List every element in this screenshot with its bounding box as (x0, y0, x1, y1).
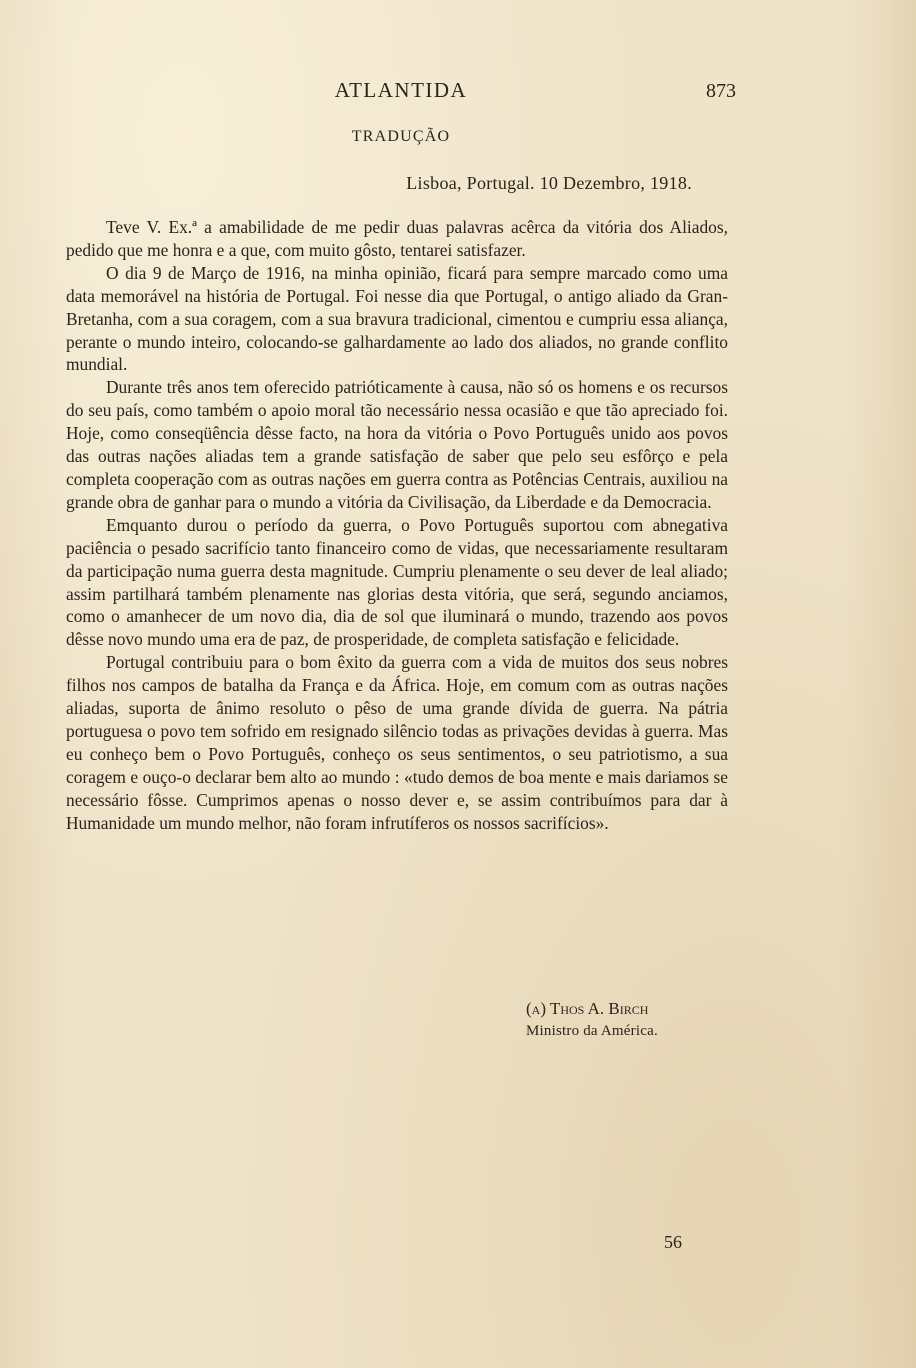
running-head (66, 78, 736, 106)
signatory-title: Ministro da América. (526, 1023, 658, 1039)
paragraph: Teve V. Ex.ª a amabilidade de me pedir duas palavras acêrca da vitória dos Aliados, pedido que me honra e a que, com muito gôsto, tentarei satisfazer. (66, 217, 728, 260)
paragraph: Durante três anos tem oferecido patrióticamente à causa, não só os homens e os recursos do seu país, como também o apoio moral tão necessário nessa ocasião e que tão apreciado foi. Hoje, como conseqüência dêsse facto, na hora da vitória o Povo Português unido aos povos das outras nações aliadas tem a grande satisfação de saber que pelo seu esfôrço e pela completa cooperação com as outras nações em guerra contra as Potências Centrais, auxiliou na grande obra de ganhar para o mundo a vitória da Civilisação, da Liberdade e da Democracia. (66, 377, 728, 512)
page-number: 873 (706, 80, 736, 102)
signature-block (526, 998, 766, 1042)
paragraph: Portugal contribuiu para o bom êxito da guerra com a vida de muitos dos seus nobres filhos nos campos de batalha da França e da África. Hoje, em comum com as outras nações aliadas, suporta de ânimo resoluto o pêso de uma grande dívida de guerra. Na pátria portuguesa o povo tem sofrido em resignado silêncio todas as privações devidas à guerra. Mas eu conheço bem o Povo Português, conheço os seus sentimentos, o seu patriotismo, a sua coragem e ouço-o declarar bem alto ao mundo : «tudo demos de boa mente e mais dariamos se necessário fôsse. Cumprimos apenas o nosso dever e, se assim contribuímos para dar à Humanidade um mundo melhor, não foram infrutíferos os nossos sacrifícios». (66, 652, 728, 833)
paragraph: Emquanto durou o período da guerra, o Povo Português suportou com abnegativa paciência o pesado sacrifício tanto financeiro como de vidas, que necessariamente resultaram da participação numa guerra desta magnitude. Cumpriu plenamente o seu dever de leal aliado; assim partilhará também plenamente nas glorias desta vitória, que será, segundo anciamos, como o amanhecer de um novo dia, dia de sol que iluminará o mundo, trazendo aos povos dêsse novo mundo uma era de paz, de prosperidade, de completa satisfação e felicidade. (66, 514, 728, 650)
paragraph: O dia 9 de Março de 1916, na minha opinião, ficará para sempre marcado como uma data memorável na história de Portugal. Foi nesse dia que Portugal, o antigo aliado da Gran-Bretanha, com a sua coragem, com a sua bravura tradicional, cimentou e cumpriu essa aliança, perante o mundo inteiro, colocando-se galhardamente ao lado dos aliados, no grande conflito mundial. (66, 262, 728, 375)
journal-title: ATLANTIDA (334, 78, 468, 102)
signatory-name: (a) Thos A. Birch (526, 999, 649, 1018)
folio-number: 56 (664, 1232, 682, 1252)
section-title: TRADUÇÃO (351, 128, 451, 145)
dateline: Lisboa, Portugal. 10 Dezembro, 1918. (406, 173, 692, 193)
letter-body (66, 216, 728, 834)
